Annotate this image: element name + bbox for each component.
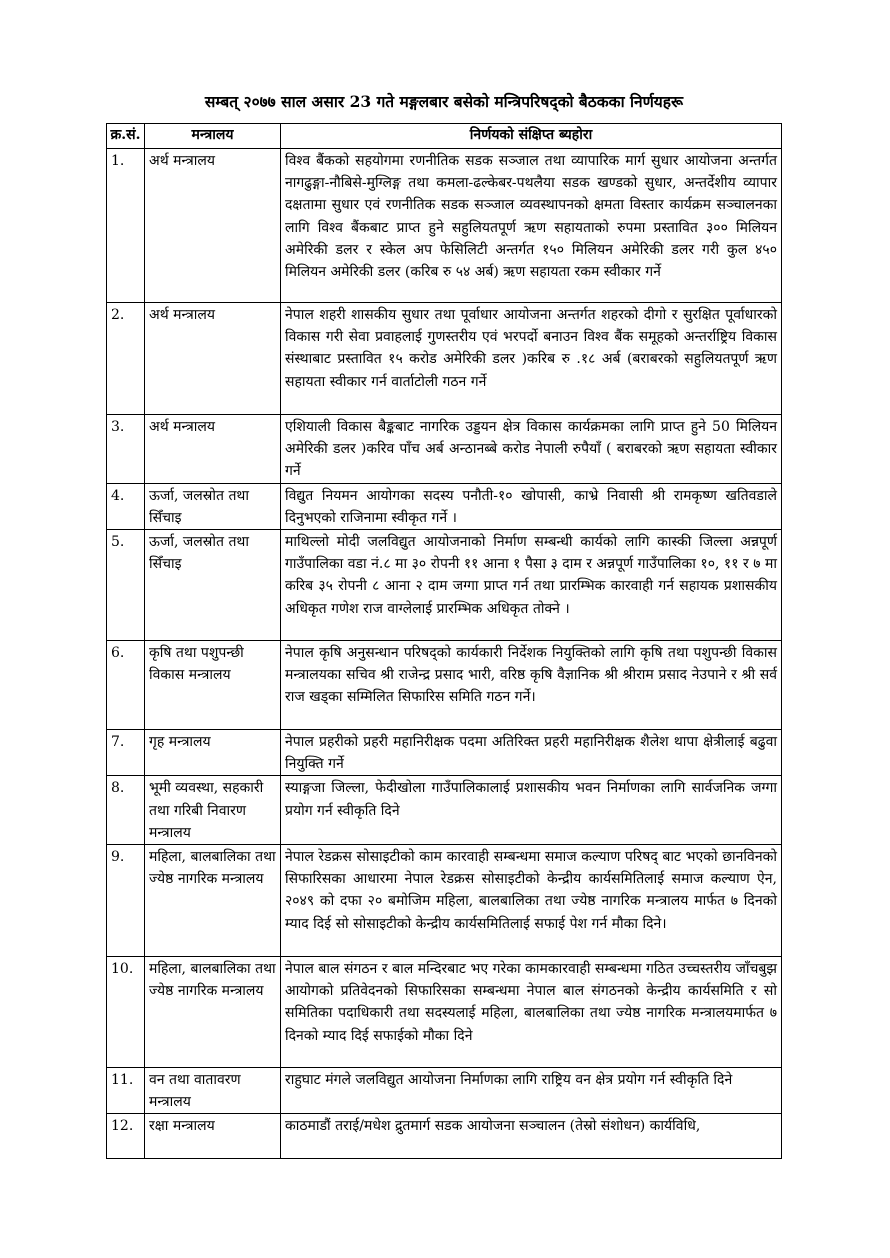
row-ministry: अर्थ मन्त्रालय	[145, 303, 281, 415]
row-ministry: महिला, बालबालिका तथा ज्येष्ठ नागरिक मन्त्रालय	[145, 957, 281, 1068]
decisions-table	[106, 123, 782, 1159]
row-serial: 12.	[107, 1114, 145, 1159]
table-row	[107, 957, 782, 1068]
table-row	[107, 730, 782, 776]
row-decision: नेपाल बाल संगठन र बाल मन्दिरबाट भए गरेका कामकारवाही सम्बन्धमा गठित उच्चस्तरीय जाँचबुझ आयोगको प्रतिवेदनको सिफारिसका सम्बन्धमा नेपाल बाल संगठनको केन्द्रीय कार्यसमिति र सो समितिका पदाधिकारी तथा सदस्यलाई महिला, बालबालिका तथा ज्येष्ठ नागरिक मन्त्रालयमार्फत ७ दिनको म्याद दिई सफाईको मौका दिने	[281, 957, 782, 1068]
row-decision: माथिल्लो मोदी जलविद्युत आयोजनाको निर्माण सम्बन्धी कार्यको लागि कास्की जिल्ला अन्नपूर्ण गाउँपालिका वडा नं.८ मा ३० रोपनी ११ आना १ पैसा ३ दाम र अन्नपूर्ण गाउँपालिका १०, ११ र ७ मा करिब ३५ रोपनी ८ आना २ दाम जग्गा प्राप्त गर्न तथा प्रारम्भिक कारवाही गर्न सहायक प्रशासकीय अधिकृत गणेश राज वाग्लेलाई प्रारम्भिक अधिकृत तोक्ने ।	[281, 530, 782, 641]
row-decision: नेपाल कृषि अनुसन्धान परिषद्को कार्यकारी निर्देशक नियुक्तिको लागि कृषि तथा पशुपन्छी विकास मन्त्रालयका सचिव श्री राजेन्द्र प्रसाद भारी, वरिष्ठ कृषि वैज्ञानिक श्री श्रीराम प्रसाद नेउपाने र श्री सर्व राज खड्का सम्मिलित सिफारिस समिति गठन गर्ने।	[281, 641, 782, 730]
table-header-row	[107, 124, 782, 149]
row-decision: विद्युत नियमन आयोगका सदस्य पनौती-१० खोपासी, काभ्रे निवासी श्री रामकृष्ण खतिवडाले दिनुभएको राजिनामा स्वीकृत गर्ने ।	[281, 483, 782, 529]
table-row	[107, 303, 782, 415]
row-serial: 7.	[107, 730, 145, 776]
row-decision: एशियाली विकास बैङ्कबाट नागरिक उड्डयन क्षेत्र विकास कार्यक्रमका लागि प्राप्त हुने 50 मिलियन अमेरिकी डलर )करिव पाँच अर्ब अन्ठानब्बे करोड नेपाली रुपैयाँ ( बराबरको ऋण सहायता स्वीकार गर्ने	[281, 415, 782, 484]
row-serial: 3.	[107, 415, 145, 484]
row-ministry: कृषि तथा पशुपन्छी विकास मन्त्रालय	[145, 641, 281, 730]
table-row	[107, 415, 782, 484]
document-title: सम्बत् २०७७ साल असार 23 गते मङ्गलबार बसेको मन्त्रिपरिषद्को बैठकका निर्णयहरू	[204, 92, 684, 111]
row-decision: स्याङ्गजा जिल्ला, फेदीखोला गाउँपालिकालाई प्रशासकीय भवन निर्माणका लागि सार्वजनिक जग्गा प्रयोग गर्न स्वीकृति दिने	[281, 776, 782, 845]
table-row	[107, 641, 782, 730]
row-decision: काठमाडौं तराई/मधेश द्रुतमार्ग सडक आयोजना सञ्चालन (तेस्रो संशोधन) कार्यविधि,	[281, 1114, 782, 1159]
row-serial: 4.	[107, 483, 145, 529]
row-ministry: अर्थ मन्त्रालय	[145, 415, 281, 484]
table-row	[107, 530, 782, 641]
row-serial: 10.	[107, 957, 145, 1068]
row-serial: 2.	[107, 303, 145, 415]
row-ministry: महिला, बालबालिका तथा ज्येष्ठ नागरिक मन्त्रालय	[145, 845, 281, 957]
row-decision: राहुघाट मंगले जलविद्युत आयोजना निर्माणका लागि राष्ट्रिय वन क्षेत्र प्रयोग गर्न स्वीकृति दिने	[281, 1068, 782, 1114]
row-ministry: ऊर्जा, जलस्रोत तथा सिँचाइ	[145, 530, 281, 641]
header-ministry: मन्त्रालय	[145, 124, 281, 149]
row-serial: 5.	[107, 530, 145, 641]
row-ministry: अर्थ मन्त्रालय	[145, 149, 281, 303]
row-ministry: वन तथा वातावरण मन्त्रालय	[145, 1068, 281, 1114]
row-ministry: गृह मन्त्रालय	[145, 730, 281, 776]
table-row	[107, 776, 782, 845]
header-serial: क्र.सं.	[107, 124, 145, 149]
row-serial: 1.	[107, 149, 145, 303]
table-row	[107, 483, 782, 529]
row-decision: नेपाल शहरी शासकीय सुधार तथा पूर्वाधार आयोजना अन्तर्गत शहरको दीगो र सुरक्षित पूर्वाधारको विकास गरी सेवा प्रवाहलाई गुणस्तरीय एवं भरपर्दो बनाउन विश्व बैंक समूहको अन्तर्राष्ट्रिय विकास संस्थाबाट प्रस्तावित १५ करोड अमेरिकी डलर )करिब रु .१८ अर्ब (बराबरको सहुलियतपूर्ण ऋण सहायता स्वीकार गर्न वार्ताटोली गठन गर्ने	[281, 303, 782, 415]
row-serial: 6.	[107, 641, 145, 730]
row-ministry: भूमी व्यवस्था, सहकारी तथा गरिबी निवारण मन्त्रालय	[145, 776, 281, 845]
table-row	[107, 1114, 782, 1159]
header-decision: निर्णयको संक्षिप्त ब्यहोरा	[281, 124, 782, 149]
row-decision: नेपाल रेडक्रस सोसाइटीको काम कारवाही सम्बन्धमा समाज कल्याण परिषद् बाट भएको छानविनको सिफारिसका आधारमा नेपाल रेडक्रस सोसाइटीको केन्द्रीय कार्यसमितिलाई समाज कल्याण ऐन, २०४९ को दफा २० बमोजिम महिला, बालबालिका तथा ज्येष्ठ नागरिक मन्त्रालय मार्फत ७ दिनको म्याद दिई सो सोसाइटीको केन्द्रीय कार्यसमितिलाई सफाई पेश गर्न मौका दिने।	[281, 845, 782, 957]
row-ministry: रक्षा मन्त्रालय	[145, 1114, 281, 1159]
row-decision: नेपाल प्रहरीको प्रहरी महानिरीक्षक पदमा अतिरिक्त प्रहरी महानिरीक्षक शैलेश थापा क्षेत्रीलाई बढुवा नियुक्ति गर्ने	[281, 730, 782, 776]
table-row	[107, 1068, 782, 1114]
row-decision: विश्व बैंकको सहयोगमा रणनीतिक सडक सञ्जाल तथा व्यापारिक मार्ग सुधार आयोजना अन्तर्गत नागढुङ्गा-नौबिसे-मुग्लिङ्ग तथा कमला-ढल्केबर-पथलैया सडक खण्डको सुधार, अन्तर्देशीय व्यापार दक्षतामा सुधार एवं रणनीतिक सडक सञ्जाल व्यवस्थापनको क्षमता विस्तार कार्यक्रम सञ्चालनका लागि विश्व बैंकबाट प्राप्त हुने सहुलियतपूर्ण ऋण सहायताको रुपमा प्रस्तावित ३०० मिलियन अमेरिकी डलर र स्केल अप फेसिलिटी अन्तर्गत १५० मिलियन अमेरिकी डलर गरी कुल ४५० मिलियन अमेरिकी डलर (करिब रु ५४ अर्ब) ऋण सहायता रकम स्वीकार गर्ने	[281, 149, 782, 303]
table-row	[107, 845, 782, 957]
row-ministry: ऊर्जा, जलस्रोत तथा सिँचाइ	[145, 483, 281, 529]
row-serial: 9.	[107, 845, 145, 957]
table-row	[107, 149, 782, 303]
row-serial: 11.	[107, 1068, 145, 1114]
row-serial: 8.	[107, 776, 145, 845]
